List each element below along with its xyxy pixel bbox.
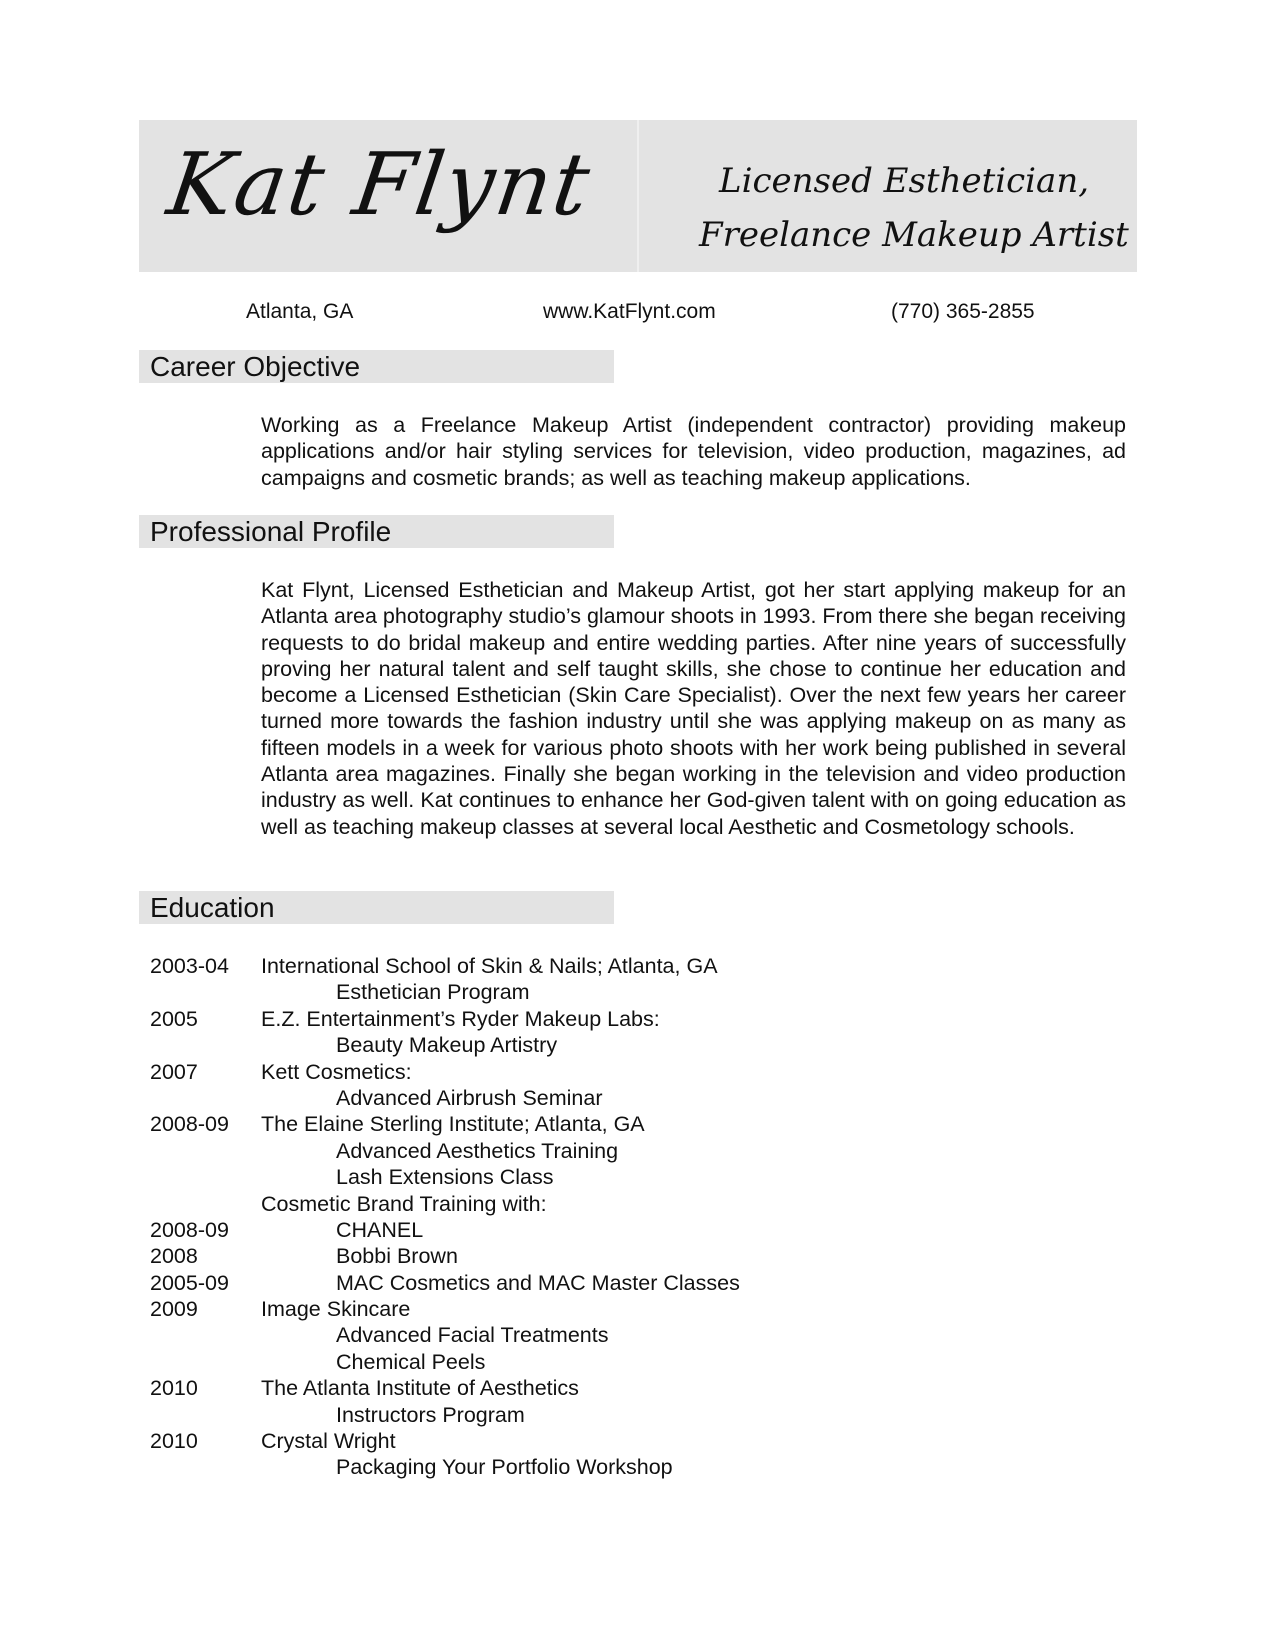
education-detail: CHANEL xyxy=(336,1217,424,1242)
education-row xyxy=(150,1243,1050,1269)
education-row xyxy=(150,1217,1050,1243)
education-institution: International School of Skin & Nails; Atlanta, GA xyxy=(261,954,718,978)
education-row xyxy=(150,1164,1050,1190)
title-line-2: Freelance Makeup Artist xyxy=(699,215,1129,255)
education-row xyxy=(150,1296,1050,1322)
education-row xyxy=(150,953,1050,979)
education-year xyxy=(150,1349,261,1375)
education-institution: Crystal Wright xyxy=(261,1429,396,1454)
education-institution: Cosmetic Brand Training with: xyxy=(261,1191,547,1216)
education-year: 2007 xyxy=(150,1059,198,1084)
education-year xyxy=(150,1085,261,1111)
education-year: 2005 xyxy=(150,1006,198,1031)
education-year xyxy=(150,1454,261,1480)
education-row xyxy=(150,1006,1050,1032)
education-year xyxy=(150,1402,261,1428)
professional-profile-header xyxy=(139,515,614,548)
education-row xyxy=(150,1085,1050,1111)
contact-website: www.KatFlynt.com xyxy=(543,300,716,323)
education-detail: Bobbi Brown xyxy=(336,1244,458,1269)
education-detail: Lash Extensions Class xyxy=(336,1165,554,1190)
education-row xyxy=(150,1349,1050,1375)
contact-location: Atlanta, GA xyxy=(246,300,354,323)
education-institution: E.Z. Entertainment’s Ryder Makeup Labs: xyxy=(261,1006,660,1031)
education-institution: The Atlanta Institute of Aesthetics xyxy=(261,1376,579,1401)
title-line-1: Licensed Esthetician, xyxy=(719,161,1090,201)
education-detail: Esthetician Program xyxy=(336,980,530,1005)
header-band xyxy=(139,120,1137,272)
education-detail: Advanced Facial Treatments xyxy=(336,1323,609,1348)
education-institution: Image Skincare xyxy=(261,1297,411,1322)
career-objective-title: Career Objective xyxy=(150,351,361,382)
career-objective-text: Working as a Freelance Makeup Artist (independent contractor) providing makeup applications and/or hair styling services for television, video production, magazines, ad campaigns and cosmetic brands; as well as teaching makeup applications. xyxy=(261,413,1126,490)
education-detail: MAC Cosmetics and MAC Master Classes xyxy=(336,1270,740,1295)
education-detail: Advanced Airbrush Seminar xyxy=(336,1085,603,1110)
education-year: 2008-09 xyxy=(150,1217,229,1242)
education-year xyxy=(150,1191,261,1217)
education-row xyxy=(150,1059,1050,1085)
resume-name: Kat Flynt xyxy=(161,135,598,235)
education-row xyxy=(150,1322,1050,1348)
education-row xyxy=(150,1428,1050,1454)
education-row xyxy=(150,1191,1050,1217)
education-list xyxy=(150,953,1050,1481)
education-year: 2003-04 xyxy=(150,954,229,978)
education-year xyxy=(150,1164,261,1190)
education-institution: The Elaine Sterling Institute; Atlanta, GA xyxy=(261,1112,645,1137)
professional-profile-text: Kat Flynt, Licensed Esthetician and Makeup Artist, got her start applying makeup for an Atlanta area photography studio’s glamour shoots in 1993. From there she began receiving requests to do bridal makeup and entire wedding parties. After nine years of successfully proving her natural talent and self taught skills, she chose to continue her education and become a Licensed Esthetician (Skin Care Specialist). Over the next few years her career turned more towards the fashion industry until she was applying makeup on as many as fifteen models in a week for various photo shoots with her work being published in several Atlanta area magazines. Finally she began working in the television and video production industry as well. Kat continues to enhance her God-given talent with on going education as well as teaching makeup classes at several local Aesthetic and Cosmetology schools. xyxy=(261,578,1126,839)
education-institution: Kett Cosmetics: xyxy=(261,1059,412,1084)
education-row xyxy=(150,1454,1050,1480)
education-year: 2010 xyxy=(150,1376,198,1401)
education-year xyxy=(150,1322,261,1348)
education-row xyxy=(150,1375,1050,1401)
education-year: 2008 xyxy=(150,1244,198,1269)
education-detail: Chemical Peels xyxy=(336,1349,486,1374)
education-detail: Beauty Makeup Artistry xyxy=(336,1033,558,1058)
education-year xyxy=(150,979,261,1005)
education-detail: Advanced Aesthetics Training xyxy=(336,1138,619,1163)
professional-profile-title: Professional Profile xyxy=(150,516,392,547)
education-row xyxy=(150,1111,1050,1137)
career-objective-header xyxy=(139,350,614,383)
education-row xyxy=(150,1270,1050,1296)
education-row xyxy=(150,1138,1050,1164)
header-divider xyxy=(637,120,639,272)
education-year: 2005-09 xyxy=(150,1270,229,1295)
education-row xyxy=(150,1032,1050,1058)
education-year: 2008-09 xyxy=(150,1112,229,1137)
education-row xyxy=(150,979,1050,1005)
education-year: 2010 xyxy=(150,1429,198,1454)
education-detail: Instructors Program xyxy=(336,1402,525,1427)
education-header xyxy=(139,891,614,924)
education-year: 2009 xyxy=(150,1297,198,1322)
education-detail: Packaging Your Portfolio Workshop xyxy=(336,1455,673,1480)
education-title: Education xyxy=(150,892,275,923)
education-row xyxy=(150,1402,1050,1428)
contact-phone: (770) 365-2855 xyxy=(891,300,1035,323)
education-year xyxy=(150,1032,261,1058)
education-year xyxy=(150,1138,261,1164)
